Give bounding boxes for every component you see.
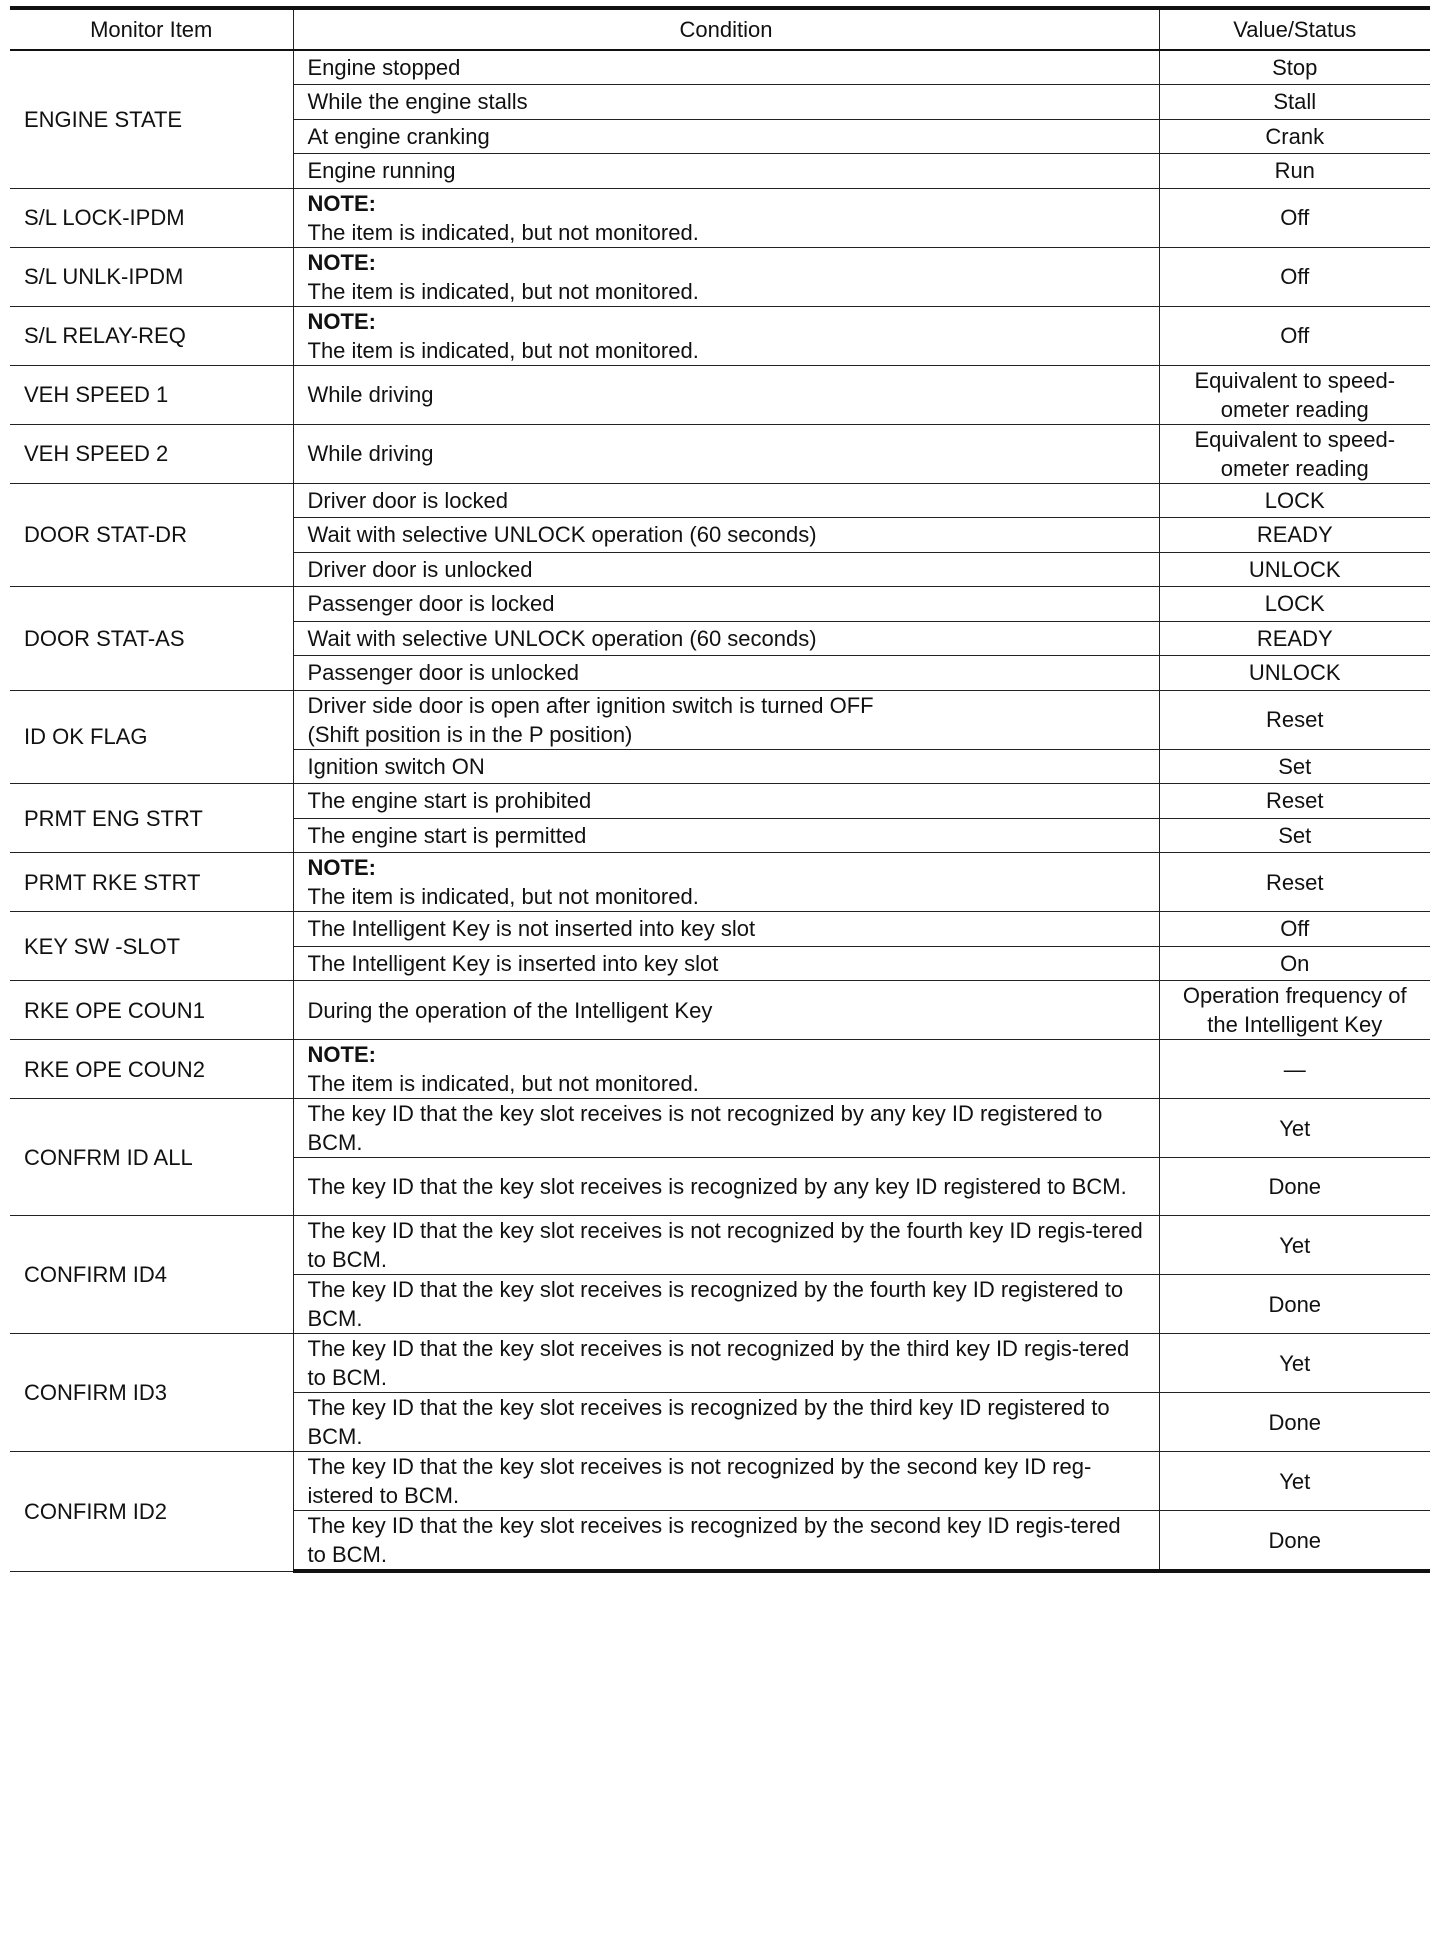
note-text: The item is indicated, but not monitored. bbox=[307, 278, 699, 304]
monitor-item-cell: CONFIRM ID2 bbox=[10, 1452, 293, 1572]
monitor-item-cell: CONFIRM ID4 bbox=[10, 1216, 293, 1334]
monitor-item-table bbox=[10, 6, 1430, 1573]
table-row bbox=[10, 1216, 1430, 1275]
monitor-item-cell: PRMT ENG STRT bbox=[10, 784, 293, 853]
condition-cell: Engine running bbox=[293, 154, 1159, 189]
condition-cell: While the engine stalls bbox=[293, 85, 1159, 120]
condition-cell: Driver door is locked bbox=[293, 483, 1159, 518]
condition-cell: Wait with selective UNLOCK operation (60 seconds) bbox=[293, 518, 1159, 553]
note-text: The item is indicated, but not monitored. bbox=[307, 219, 699, 245]
table-row bbox=[10, 365, 1430, 424]
note-text: The item is indicated, but not monitored. bbox=[307, 1071, 699, 1096]
value-status-cell: — bbox=[1159, 1040, 1430, 1099]
condition-cell: Passenger door is locked bbox=[293, 587, 1159, 622]
value-status-cell: LOCK bbox=[1159, 483, 1430, 518]
condition-cell: Ignition switch ON bbox=[293, 749, 1159, 784]
condition-cell: Driver side door is open after ignition switch is turned OFF (Shift position is in the P position) bbox=[293, 690, 1159, 749]
note-label: NOTE: bbox=[307, 249, 376, 275]
monitor-item-cell: S/L RELAY-REQ bbox=[10, 306, 293, 365]
value-status-cell: Run bbox=[1159, 154, 1430, 189]
note-label: NOTE: bbox=[307, 308, 376, 334]
value-status-cell: READY bbox=[1159, 518, 1430, 553]
value-status-cell: Yet bbox=[1159, 1452, 1430, 1511]
condition-cell: Engine stopped bbox=[293, 50, 1159, 85]
value-status-cell: Crank bbox=[1159, 119, 1430, 154]
value-status-cell: Off bbox=[1159, 247, 1430, 306]
table-row bbox=[10, 424, 1430, 483]
condition-cell: The key ID that the key slot receives is not recognized by the second key ID reg-istered to BCM. bbox=[293, 1452, 1159, 1511]
note-text: The item is indicated, but not monitored. bbox=[307, 884, 699, 909]
condition-cell: The key ID that the key slot receives is not recognized by the fourth key ID regis-tered to BCM. bbox=[293, 1216, 1159, 1275]
value-status-cell: Done bbox=[1159, 1275, 1430, 1334]
value-status-cell: LOCK bbox=[1159, 587, 1430, 622]
note-text: The item is indicated, but not monitored. bbox=[307, 337, 699, 363]
condition-cell: The key ID that the key slot receives is not recognized by any key ID registered to BCM. bbox=[293, 1099, 1159, 1158]
table-row bbox=[10, 587, 1430, 622]
header-monitor-item: Monitor Item bbox=[10, 8, 293, 50]
condition-cell: The engine start is permitted bbox=[293, 818, 1159, 853]
table-row bbox=[10, 981, 1430, 1040]
value-status-cell: Stall bbox=[1159, 85, 1430, 120]
value-status-cell: Equivalent to speed-ometer reading bbox=[1159, 365, 1430, 424]
condition-cell: The Intelligent Key is inserted into key slot bbox=[293, 946, 1159, 981]
condition-cell bbox=[293, 853, 1159, 912]
value-status-cell: Yet bbox=[1159, 1334, 1430, 1393]
monitor-item-cell: ENGINE STATE bbox=[10, 50, 293, 188]
condition-cell: Wait with selective UNLOCK operation (60 seconds) bbox=[293, 621, 1159, 656]
table-row bbox=[10, 912, 1430, 947]
condition-cell: During the operation of the Intelligent Key bbox=[293, 981, 1159, 1040]
table-row bbox=[10, 483, 1430, 518]
value-status-cell: Reset bbox=[1159, 853, 1430, 912]
condition-cell: The key ID that the key slot receives is recognized by the second key ID regis-tered to BCM. bbox=[293, 1511, 1159, 1572]
condition-cell bbox=[293, 188, 1159, 247]
table-row bbox=[10, 247, 1430, 306]
condition-cell: The key ID that the key slot receives is recognized by any key ID registered to BCM. bbox=[293, 1158, 1159, 1216]
monitor-item-cell: VEH SPEED 2 bbox=[10, 424, 293, 483]
note-label: NOTE: bbox=[307, 190, 376, 216]
condition-cell: While driving bbox=[293, 365, 1159, 424]
value-status-cell: Done bbox=[1159, 1511, 1430, 1572]
table-row bbox=[10, 1334, 1430, 1393]
table-body bbox=[10, 50, 1430, 1571]
value-status-cell: Equivalent to speed-ometer reading bbox=[1159, 424, 1430, 483]
condition-cell: The key ID that the key slot receives is recognized by the third key ID registered to BCM. bbox=[293, 1393, 1159, 1452]
monitor-item-cell: RKE OPE COUN1 bbox=[10, 981, 293, 1040]
table-row bbox=[10, 1452, 1430, 1511]
header-condition: Condition bbox=[293, 8, 1159, 50]
table-row bbox=[10, 690, 1430, 749]
monitor-item-cell: DOOR STAT-DR bbox=[10, 483, 293, 587]
condition-cell: The Intelligent Key is not inserted into key slot bbox=[293, 912, 1159, 947]
note-label: NOTE: bbox=[307, 855, 376, 880]
value-status-cell: Off bbox=[1159, 912, 1430, 947]
table-row bbox=[10, 784, 1430, 819]
monitor-item-cell: CONFRM ID ALL bbox=[10, 1099, 293, 1216]
table-row bbox=[10, 50, 1430, 85]
monitor-item-cell: KEY SW -SLOT bbox=[10, 912, 293, 981]
condition-cell: The key ID that the key slot receives is not recognized by the third key ID regis-tered to BCM. bbox=[293, 1334, 1159, 1393]
value-status-cell: Reset bbox=[1159, 784, 1430, 819]
value-status-cell: UNLOCK bbox=[1159, 656, 1430, 691]
condition-cell bbox=[293, 1040, 1159, 1099]
value-status-cell: Yet bbox=[1159, 1099, 1430, 1158]
table-header bbox=[10, 8, 1430, 50]
table-row bbox=[10, 306, 1430, 365]
condition-cell: Passenger door is unlocked bbox=[293, 656, 1159, 691]
table-row bbox=[10, 1040, 1430, 1099]
condition-cell: While driving bbox=[293, 424, 1159, 483]
monitor-item-cell: RKE OPE COUN2 bbox=[10, 1040, 293, 1099]
table-row bbox=[10, 188, 1430, 247]
monitor-item-cell: CONFIRM ID3 bbox=[10, 1334, 293, 1452]
value-status-cell: READY bbox=[1159, 621, 1430, 656]
monitor-item-cell: S/L UNLK-IPDM bbox=[10, 247, 293, 306]
monitor-item-cell: DOOR STAT-AS bbox=[10, 587, 293, 691]
value-status-cell: Done bbox=[1159, 1393, 1430, 1452]
value-status-cell: On bbox=[1159, 946, 1430, 981]
value-status-cell: Off bbox=[1159, 188, 1430, 247]
condition-cell: At engine cranking bbox=[293, 119, 1159, 154]
value-status-cell: Done bbox=[1159, 1158, 1430, 1216]
value-status-cell: Operation frequency of the Intelligent Key bbox=[1159, 981, 1430, 1040]
note-label: NOTE: bbox=[307, 1042, 376, 1067]
value-status-cell: UNLOCK bbox=[1159, 552, 1430, 587]
condition-cell: The engine start is prohibited bbox=[293, 784, 1159, 819]
condition-cell: The key ID that the key slot receives is recognized by the fourth key ID registered to BCM. bbox=[293, 1275, 1159, 1334]
header-row bbox=[10, 8, 1430, 50]
condition-cell bbox=[293, 247, 1159, 306]
condition-cell: Driver door is unlocked bbox=[293, 552, 1159, 587]
value-status-cell: Reset bbox=[1159, 690, 1430, 749]
monitor-item-cell: PRMT RKE STRT bbox=[10, 853, 293, 912]
value-status-cell: Off bbox=[1159, 306, 1430, 365]
monitor-item-cell: VEH SPEED 1 bbox=[10, 365, 293, 424]
value-status-cell: Set bbox=[1159, 749, 1430, 784]
table-row bbox=[10, 1099, 1430, 1158]
header-value-status: Value/Status bbox=[1159, 8, 1430, 50]
monitor-item-cell: S/L LOCK-IPDM bbox=[10, 188, 293, 247]
value-status-cell: Stop bbox=[1159, 50, 1430, 85]
table-row bbox=[10, 853, 1430, 912]
condition-cell bbox=[293, 306, 1159, 365]
value-status-cell: Set bbox=[1159, 818, 1430, 853]
monitor-item-cell: ID OK FLAG bbox=[10, 690, 293, 784]
value-status-cell: Yet bbox=[1159, 1216, 1430, 1275]
